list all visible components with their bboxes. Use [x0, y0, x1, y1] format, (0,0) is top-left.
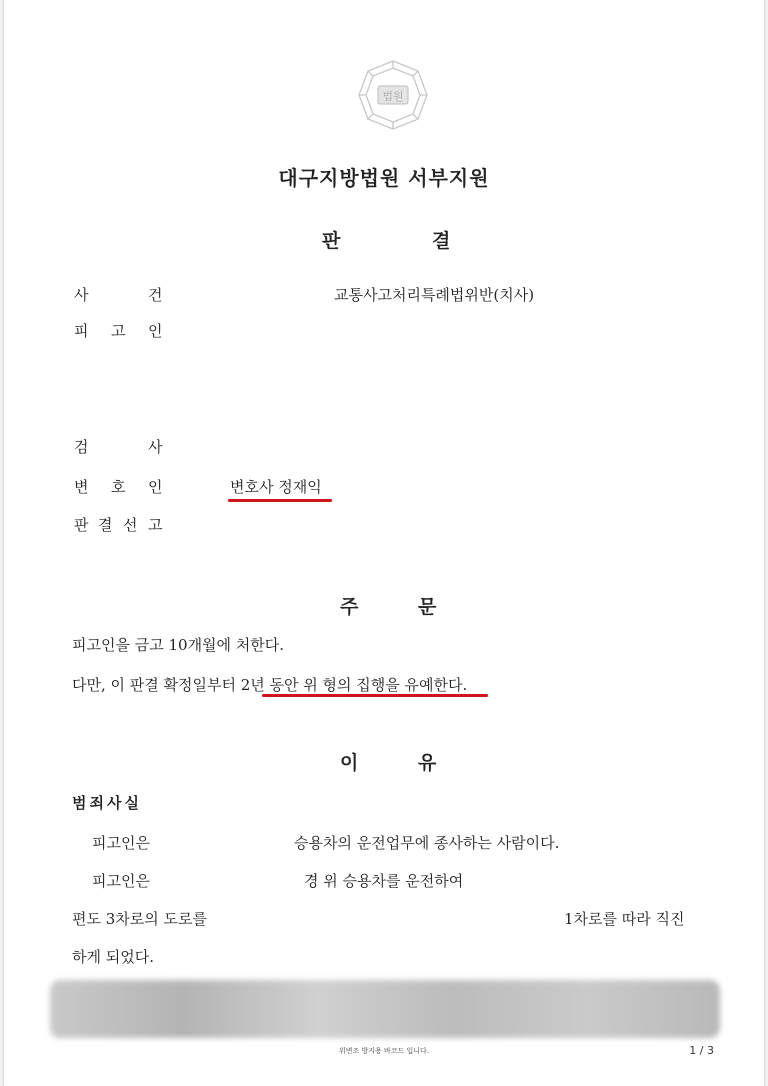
attorney-label-char: 변 [74, 478, 89, 496]
court-seal-icon [356, 58, 430, 132]
sentencing-date-label-char: 선 [123, 516, 138, 534]
prosecutor-label-char: 검 [74, 438, 89, 456]
defendant-label-char: 고 [111, 322, 126, 340]
judgment-title-char-1: 판 [322, 230, 341, 252]
reason-title-char-1: 이 [340, 752, 359, 774]
sentencing-date-label-char: 결 [98, 516, 113, 534]
reason-title-char-2: 유 [418, 752, 437, 774]
order-line-2: 다만, 이 판결 확정일부터 2년 동안 위 형의 집행을 유예한다. [72, 676, 468, 694]
defendant-label-char: 피 [74, 322, 89, 340]
page-number: 1 / 3 [689, 1044, 714, 1057]
suspension-highlight-underline [262, 694, 488, 697]
sentencing-date-label-char: 고 [148, 516, 163, 534]
facts-p3-left: 편도 3차로의 도로를 [72, 910, 208, 928]
attorney-label-char: 인 [148, 478, 163, 496]
svg-text:법원: 법원 [382, 90, 404, 103]
facts-p2-right: 경 위 승용차를 운전하여 [304, 872, 464, 890]
attorney-label-char: 호 [111, 478, 126, 496]
judgment-page [4, 0, 764, 1086]
blurred-barcode [50, 980, 720, 1038]
facts-p4: 하게 되었다. [72, 948, 154, 966]
attorney-value: 변호사 정재익 [230, 478, 322, 496]
court-name: 대구지방법원 서부지원 [278, 166, 490, 190]
order-title-char-1: 주 [340, 596, 359, 618]
anti-forgery-note: 위변조 방지용 바코드 입니다. [338, 1047, 430, 1055]
facts-p2-left: 피고인은 [92, 872, 150, 890]
case-value: 교통사고처리특례법위반(치사) [334, 286, 535, 304]
case-label-char: 건 [148, 286, 163, 304]
defendant-label-char: 인 [148, 322, 163, 340]
judgment-title-char-2: 결 [432, 230, 451, 252]
attorney-highlight-underline [228, 499, 332, 502]
prosecutor-label-char: 사 [148, 438, 163, 456]
order-line-1: 피고인을 금고 10개월에 처한다. [72, 636, 285, 654]
facts-p3-right: 1차로를 따라 직진 [564, 910, 685, 928]
sentencing-date-label-char: 판 [74, 516, 89, 534]
facts-p1-left: 피고인은 [92, 834, 150, 852]
criminal-facts-heading: 범죄사실 [72, 794, 142, 812]
order-title-char-2: 문 [418, 596, 437, 618]
facts-p1-right: 승용차의 운전업무에 종사하는 사람이다. [294, 834, 560, 852]
case-label-char: 사 [74, 286, 89, 304]
